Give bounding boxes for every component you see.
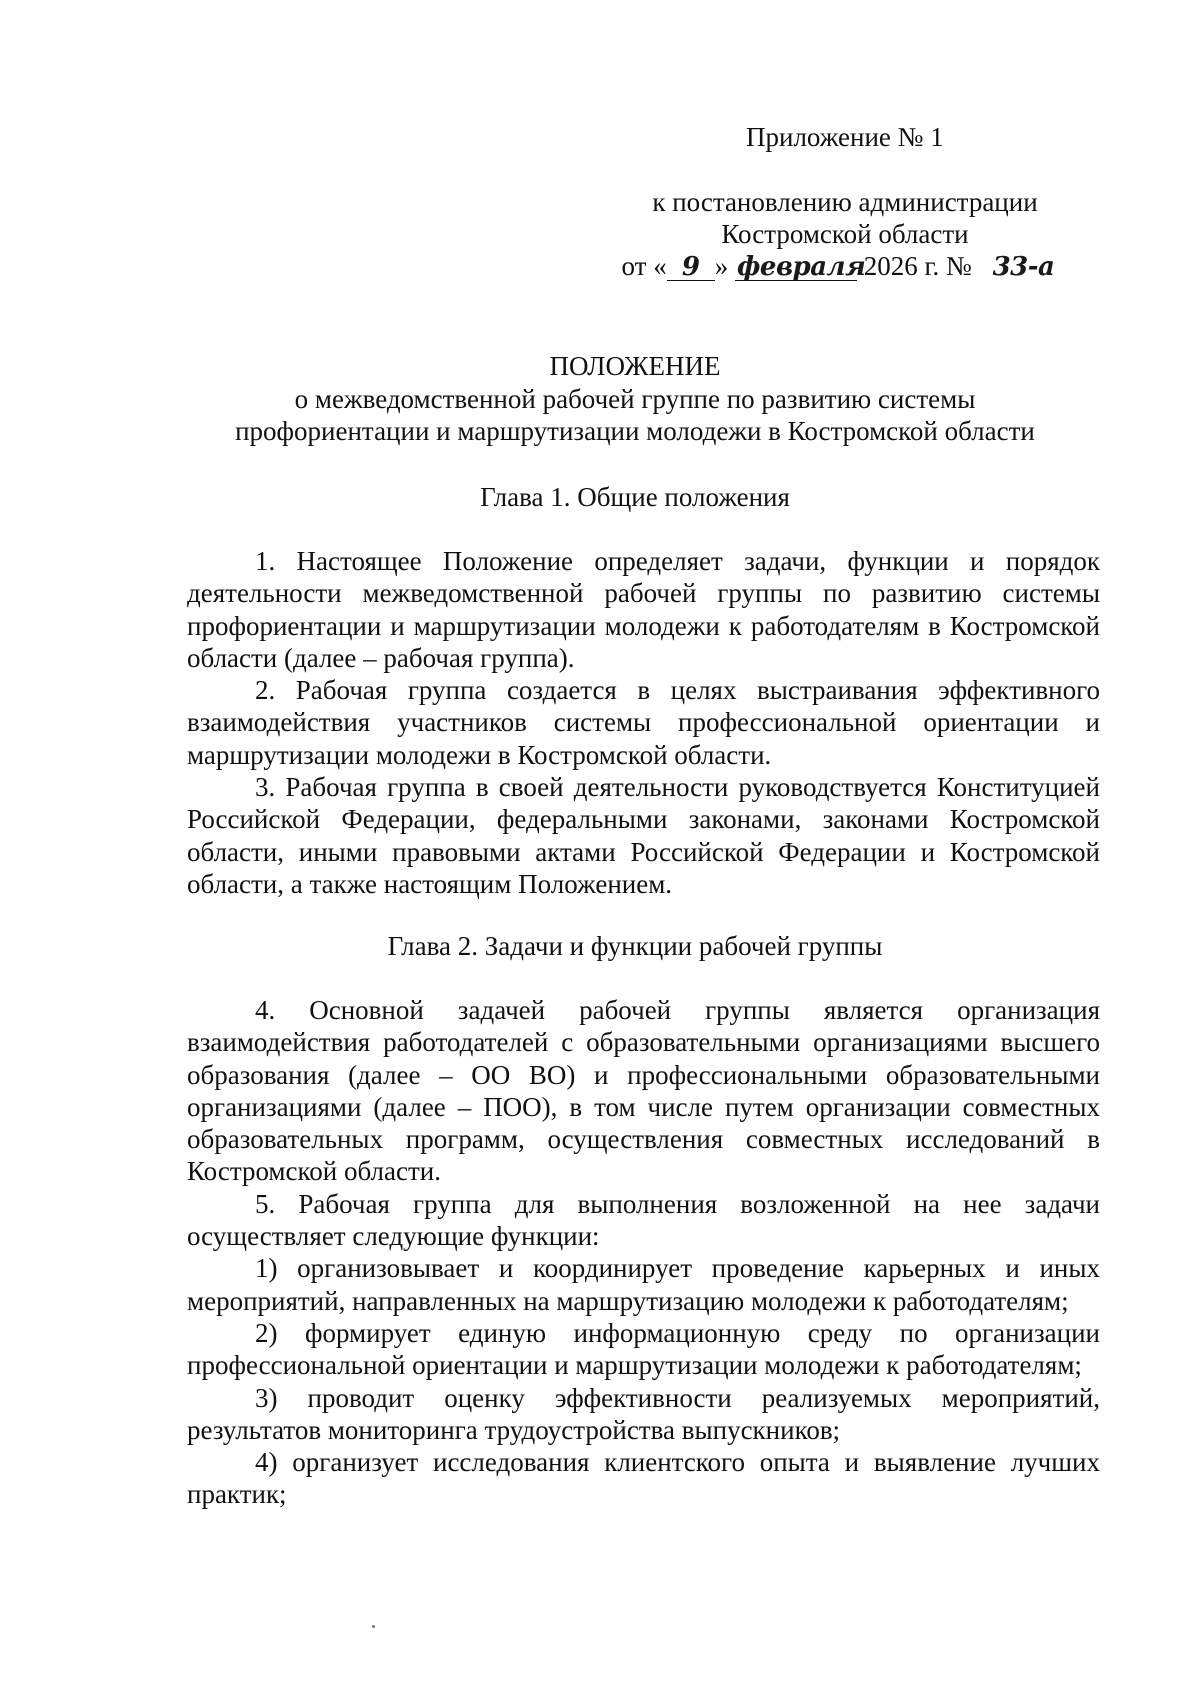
appendix-label: Приложение № 1 bbox=[746, 122, 944, 152]
resolution-line-2: Костромской области bbox=[721, 219, 969, 249]
resolution-line-1: к постановлению администрации bbox=[652, 187, 1038, 217]
handwritten-month: февраля bbox=[736, 252, 866, 282]
date-mid: » bbox=[714, 251, 729, 281]
chapter-1-body bbox=[187, 545, 1100, 900]
title-heading: ПОЛОЖЕНИЕ bbox=[549, 351, 721, 381]
title-subtitle-line-2: профориентации и маршрутизации молодежи в Костромской области bbox=[235, 416, 1035, 446]
scan-speck bbox=[372, 1625, 375, 1628]
paragraph-1: 1. Настоящее Положение определяет задачи, функции и порядок деятельности межведомственной рабочей группы по развитию системы профориентации и маршрутизации молодежи к работодателям в Костромской области (далее – рабочая группа). bbox=[187, 546, 1100, 673]
paragraph-5: 5. Рабочая группа для выполнения возложенной на нее задачи осуществляет следующие функции: bbox=[187, 1188, 1100, 1252]
handwritten-number: 33-а bbox=[992, 252, 1055, 282]
chapter-1-heading: Глава 1. Общие положения bbox=[480, 482, 790, 512]
paragraph-2: 2. Рабочая группа создается в целях выстраивания эффективного взаимодействия участников системы профессиональной ориентации и маршрутизации молодежи в Костромской области. bbox=[187, 675, 1100, 770]
chapter-2-body bbox=[187, 994, 1100, 1511]
resolution-reference bbox=[600, 186, 1090, 282]
paragraph-4: 4. Основной задачей рабочей группы является организация взаимодействия работодателей с образовательными организациями высшего образования (далее – ОО ВО) и профессиональными образовательными организациями (далее – ПОО), в том числе путем организации совместных образовательных программ, осуществления совместных исследований в Костромской области. bbox=[187, 995, 1100, 1187]
date-year: 2026 г. № bbox=[863, 251, 972, 281]
document-title bbox=[170, 349, 1100, 447]
paragraph-3: 3. Рабочая группа в своей деятельности руководствуется Конституцией Российской Федерации, федеральными законами, законами Костромской области, иными правовыми актами Российской Федерации и Костромской области, а также настоящим Положением. bbox=[187, 772, 1100, 899]
function-item-1: 1) организовывает и координирует проведение карьерных и иных мероприятий, направленных на маршрутизацию молодежи к работодателям; bbox=[187, 1253, 1100, 1316]
chapter-2-heading: Глава 2. Задачи и функции рабочей группы bbox=[387, 931, 883, 961]
title-subtitle-line-1: о межведомственной рабочей группе по развитию системы bbox=[294, 384, 976, 414]
function-item-4: 4) организует исследования клиентского опыта и выявление лучших практик; bbox=[187, 1447, 1100, 1510]
function-item-2: 2) формирует единую информационную среду по организации профессиональной ориентации и маршрутизации молодежи к работодателям; bbox=[187, 1317, 1100, 1381]
handwritten-day: 9 bbox=[667, 254, 715, 281]
date-prefix: от « bbox=[621, 251, 667, 281]
function-item-3: 3) проводит оценку эффективности реализуемых мероприятий, результатов мониторинга трудоустройства выпускников; bbox=[187, 1382, 1100, 1445]
resolution-date-line bbox=[600, 250, 1090, 282]
